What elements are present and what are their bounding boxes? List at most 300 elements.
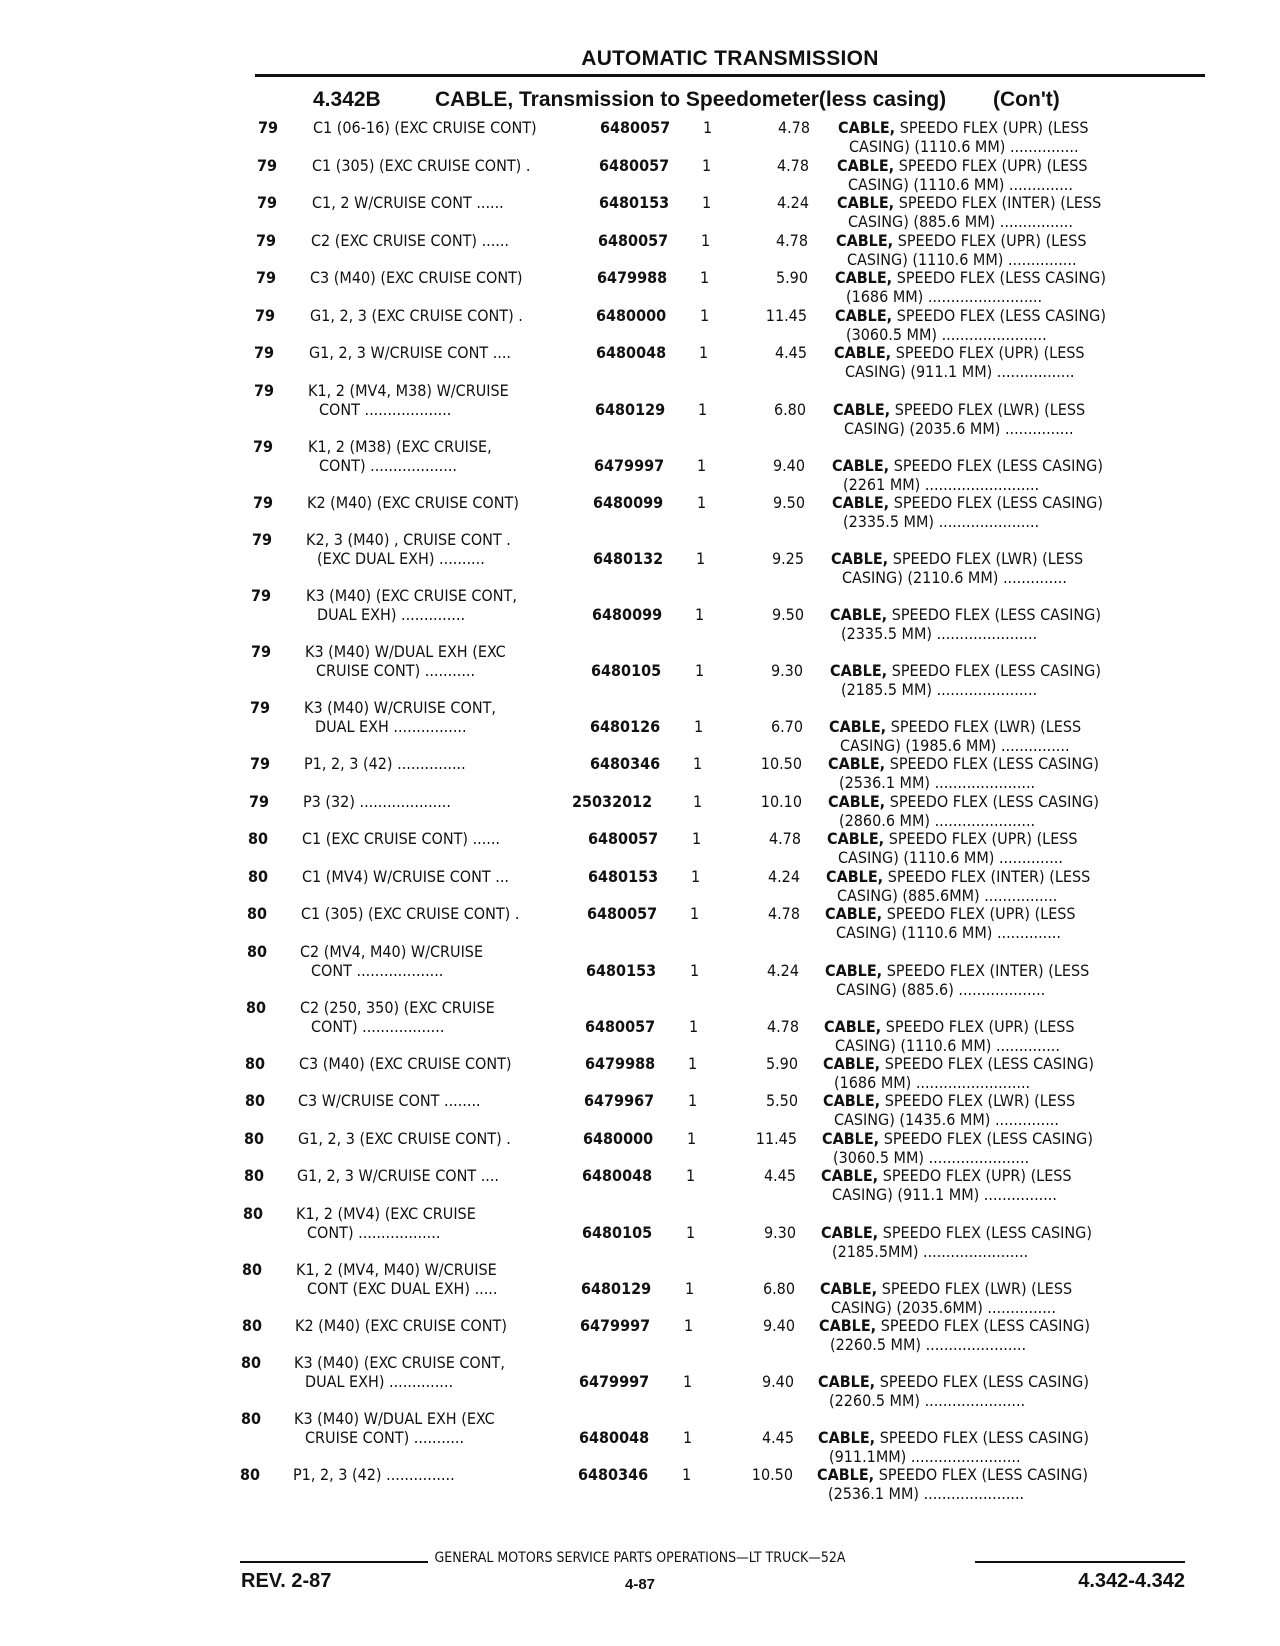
illustration-number: 80 — [242, 1315, 263, 1335]
application-line: G1, 2, 3 W/CRUISE CONT .... — [297, 1166, 499, 1185]
part-number: 6480048 — [579, 1428, 650, 1447]
description-detail: (2536.1 MM) ...................... — [839, 773, 1036, 792]
part-number: 6480057 — [588, 829, 659, 848]
description-keyword: CABLE, — [820, 1278, 878, 1298]
illustration-number: 80 — [245, 1091, 266, 1110]
quantity: 1 — [688, 1053, 698, 1073]
table-row — [0, 942, 1280, 998]
application-line: C1 (305) (EXC CRUISE CONT) . — [301, 904, 520, 923]
part-number: 6480000 — [583, 1128, 654, 1148]
application-line: DUAL EXH) .............. — [305, 1372, 454, 1391]
application-cell — [304, 754, 466, 773]
table-row — [0, 1409, 1280, 1465]
application-line: P3 (32) .................... — [303, 791, 451, 811]
quantity: 1 — [689, 1016, 699, 1036]
application-line: C1, 2 W/CRUISE CONT ...... — [312, 193, 504, 212]
description-title — [825, 961, 1089, 980]
description-cell — [837, 156, 1088, 194]
description-keyword: CABLE, — [821, 1222, 879, 1242]
description-title — [837, 193, 1101, 212]
part-number: 25032012 — [572, 791, 653, 811]
part-number: 6480048 — [582, 1166, 653, 1185]
application-line: DUAL EXH ................ — [315, 717, 467, 736]
application-cell — [307, 493, 519, 512]
description-detail: (3060.5 MM) ...................... — [833, 1147, 1030, 1167]
description-title — [824, 1017, 1075, 1036]
quantity: 1 — [698, 399, 708, 419]
application-cell — [306, 530, 511, 568]
description-rest: SPEEDO FLEX (LESS CASING) — [880, 1053, 1094, 1073]
price: 4.78 — [768, 829, 801, 848]
description-cell — [829, 717, 1081, 755]
publisher-line — [0, 1550, 1280, 1566]
description-keyword: CABLE, — [826, 866, 884, 886]
application-cell — [313, 118, 537, 137]
table-row — [0, 1353, 1280, 1409]
description-title — [835, 306, 1106, 325]
description-keyword: CABLE, — [823, 1053, 881, 1073]
description-cell — [820, 1279, 1072, 1317]
description-cell — [838, 118, 1089, 156]
description-rest: SPEEDO FLEX (LESS CASING) — [875, 1428, 1089, 1447]
publisher-text: GENERAL MOTORS SERVICE PARTS OPERATIONS—LT TRUCK—52A — [428, 1550, 851, 1566]
part-number: 6479997 — [579, 1372, 650, 1391]
description-title — [835, 268, 1106, 287]
price: 4.45 — [774, 343, 807, 362]
description-rest: SPEEDO FLEX (LESS CASING) — [885, 754, 1099, 773]
application-cell — [296, 1204, 476, 1242]
description-rest: SPEEDO FLEX (LWR) (LESS — [888, 549, 1084, 568]
description-rest: SPEEDO FLEX (LESS CASING) — [874, 1465, 1088, 1484]
table-row — [0, 1260, 1280, 1316]
quantity: 1 — [693, 791, 703, 811]
part-number: 6480153 — [599, 193, 670, 212]
description-detail: CASING) (2035.6 MM) ............... — [844, 418, 1074, 438]
application-cell — [306, 586, 517, 624]
application-line: G1, 2, 3 (EXC CRUISE CONT) . — [310, 305, 523, 325]
price: 4.78 — [776, 155, 809, 175]
description-cell — [819, 1316, 1090, 1354]
description-detail: CASING) (1110.6 MM) .............. — [848, 174, 1073, 194]
table-row — [0, 1316, 1280, 1354]
application-line: CRUISE CONT) ........... — [316, 661, 476, 680]
illustration-number: 79 — [257, 193, 278, 212]
part-number: 6480346 — [590, 754, 661, 773]
illustration-number: 80 — [248, 829, 269, 848]
application-cell — [310, 268, 523, 287]
application-line: DUAL EXH) .............. — [317, 605, 466, 624]
illustration-number: 80 — [243, 1203, 264, 1223]
description-keyword: CABLE, — [836, 230, 894, 250]
description-title — [838, 118, 1089, 137]
table-row — [0, 493, 1280, 531]
part-number: 6480057 — [587, 904, 658, 923]
description-detail: (2185.5 MM) ...................... — [841, 680, 1038, 699]
description-rest: SPEEDO FLEX (UPR) (LESS — [895, 118, 1089, 137]
description-title — [830, 661, 1101, 680]
description-detail: (2335.5 MM) ...................... — [843, 511, 1040, 531]
price: 4.24 — [766, 960, 799, 980]
description-cell — [825, 961, 1089, 999]
application-cell — [305, 642, 506, 680]
application-cell — [300, 942, 483, 980]
description-cell — [823, 1054, 1094, 1092]
description-keyword: CABLE, — [823, 1091, 881, 1110]
description-keyword: CABLE, — [825, 960, 883, 980]
price: 4.45 — [763, 1166, 796, 1185]
description-title — [837, 156, 1088, 175]
illustration-number: 79 — [249, 791, 270, 811]
application-line: C2 (MV4, M40) W/CRUISE — [300, 941, 484, 961]
price: 9.40 — [772, 455, 805, 475]
quantity: 1 — [697, 455, 707, 475]
quantity: 1 — [691, 866, 701, 886]
application-line: C3 (M40) (EXC CRUISE CONT) — [299, 1053, 512, 1073]
application-cell — [303, 792, 451, 811]
description-rest: SPEEDO FLEX (UPR) (LESS — [878, 1166, 1072, 1185]
part-number: 6480129 — [595, 399, 666, 419]
part-number: 6480132 — [593, 549, 664, 568]
application-cell — [312, 193, 504, 212]
description-detail: CASING) (885.6MM) ................ — [837, 885, 1058, 905]
description-keyword: CABLE, — [832, 492, 890, 512]
description-detail: CASING) (1110.6 MM) ............... — [847, 249, 1077, 269]
description-title — [823, 1054, 1094, 1073]
description-cell — [834, 343, 1085, 381]
illustration-number: 80 — [248, 866, 269, 886]
description-detail: CASING) (885.6) ................... — [836, 979, 1046, 999]
description-cell — [828, 754, 1099, 792]
price: 10.10 — [760, 791, 802, 811]
application-line: K3 (M40) W/DUAL EXH (EXC — [294, 1409, 495, 1428]
description-cell — [824, 1017, 1075, 1055]
part-number: 6480105 — [582, 1222, 653, 1242]
description-title — [819, 1316, 1090, 1335]
description-cell — [817, 1465, 1088, 1503]
description-keyword: CABLE, — [822, 1128, 880, 1148]
table-row — [0, 1465, 1280, 1503]
description-title — [828, 792, 1099, 811]
application-line: P1, 2, 3 (42) ............... — [293, 1465, 455, 1484]
application-cell — [295, 1316, 507, 1335]
illustration-number: 80 — [244, 1128, 265, 1148]
description-keyword: CABLE, — [821, 1166, 879, 1185]
description-rest: SPEEDO FLEX (INTER) (LESS — [882, 960, 1090, 980]
table-row — [0, 1054, 1280, 1092]
description-rest: SPEEDO FLEX (LESS CASING) — [875, 1372, 1089, 1391]
header-rule — [255, 74, 1205, 77]
application-cell — [298, 1129, 511, 1148]
quantity: 1 — [694, 717, 704, 736]
illustration-number: 80 — [247, 941, 268, 961]
illustration-number: 80 — [247, 904, 268, 923]
quantity: 1 — [700, 305, 710, 325]
application-cell — [311, 231, 509, 250]
description-detail: CASING) (1110.6 MM) ............... — [849, 137, 1079, 156]
illustration-number: 79 — [254, 380, 275, 400]
application-cell — [302, 829, 500, 848]
application-line: K3 (M40) W/CRUISE CONT, — [304, 698, 496, 717]
application-line: C3 W/CRUISE CONT ........ — [298, 1091, 481, 1110]
price: 4.24 — [767, 866, 800, 886]
part-number: 6480099 — [593, 492, 664, 512]
description-detail: (2260.5 MM) ...................... — [829, 1391, 1026, 1410]
application-line: C3 (M40) (EXC CRUISE CONT) — [310, 268, 523, 287]
description-rest: SPEEDO FLEX (UPR) (LESS — [893, 230, 1087, 250]
description-rest: SPEEDO FLEX (UPR) (LESS — [884, 829, 1078, 848]
quantity: 1 — [684, 1315, 694, 1335]
price: 6.80 — [773, 399, 806, 419]
table-row — [0, 118, 1280, 156]
table-row — [0, 156, 1280, 194]
illustration-number: 80 — [244, 1166, 265, 1185]
price: 10.50 — [760, 754, 802, 773]
quantity: 1 — [682, 1465, 692, 1484]
illustration-number: 79 — [252, 530, 273, 549]
quantity: 1 — [702, 155, 712, 175]
description-cell — [832, 456, 1103, 494]
application-line: C2 (250, 350) (EXC CRUISE — [300, 997, 495, 1017]
illustration-number: 79 — [257, 155, 278, 175]
application-cell — [310, 306, 523, 325]
description-rest: SPEEDO FLEX (LESS CASING) — [892, 305, 1106, 325]
application-cell — [300, 998, 495, 1036]
part-number: 6479997 — [580, 1315, 651, 1335]
description-cell — [821, 1166, 1072, 1204]
part-number: 6480057 — [600, 118, 671, 137]
price: 6.70 — [770, 717, 803, 736]
description-detail: CASING) (911.1 MM) ................ — [832, 1185, 1057, 1204]
description-title — [828, 754, 1099, 773]
price: 9.30 — [763, 1222, 796, 1242]
revision-label: REV. 2-87 — [241, 1570, 332, 1592]
description-detail: CASING) (2110.6 MM) .............. — [842, 568, 1067, 587]
illustration-number: 80 — [241, 1353, 262, 1372]
description-detail: CASING) (1985.6 MM) ............... — [840, 736, 1070, 755]
table-row — [0, 381, 1280, 437]
application-cell — [293, 1465, 455, 1484]
description-detail: CASING) (1110.6 MM) .............. — [838, 848, 1063, 867]
application-line: K1, 2 (M38) (EXC CRUISE, — [308, 436, 492, 456]
quantity: 1 — [687, 1128, 697, 1148]
description-rest: SPEEDO FLEX (LESS CASING) — [878, 1222, 1092, 1242]
application-line: C1 (305) (EXC CRUISE CONT) . — [312, 155, 531, 175]
description-rest: SPEEDO FLEX (LESS CASING) — [879, 1128, 1093, 1148]
description-keyword: CABLE, — [819, 1315, 877, 1335]
application-cell — [298, 1091, 481, 1110]
description-detail: CASING) (1435.6 MM) .............. — [834, 1110, 1059, 1129]
description-detail: (911.1MM) ........................ — [829, 1447, 1021, 1466]
description-rest: SPEEDO FLEX (LWR) (LESS — [877, 1278, 1073, 1298]
description-title — [823, 1091, 1075, 1110]
quantity: 1 — [683, 1372, 693, 1391]
application-line: K2, 3 (M40) , CRUISE CONT . — [306, 530, 511, 549]
part-number: 6480057 — [598, 230, 669, 250]
quantity: 1 — [688, 1091, 698, 1110]
description-detail: (2260.5 MM) ...................... — [830, 1334, 1027, 1354]
description-cell — [818, 1428, 1089, 1466]
part-number: 6480129 — [581, 1278, 652, 1298]
description-cell — [821, 1223, 1092, 1261]
table-row — [0, 1129, 1280, 1167]
application-line: P1, 2, 3 (42) ............... — [304, 754, 466, 773]
illustration-number: 79 — [251, 642, 272, 661]
description-detail: (2860.6 MM) ...................... — [839, 810, 1036, 830]
description-cell — [827, 829, 1078, 867]
illustration-number: 79 — [250, 754, 271, 773]
table-row — [0, 268, 1280, 306]
illustration-number: 80 — [240, 1465, 261, 1484]
table-row — [0, 642, 1280, 698]
part-number: 6479967 — [584, 1091, 655, 1110]
description-detail: (1686 MM) ......................... — [834, 1072, 1031, 1092]
application-line: CONT ................... — [319, 399, 452, 419]
description-cell — [836, 231, 1087, 269]
illustration-number: 80 — [246, 997, 267, 1017]
application-line: K1, 2 (MV4) (EXC CRUISE — [296, 1203, 476, 1223]
description-title — [817, 1465, 1088, 1484]
description-keyword: CABLE, — [825, 904, 883, 923]
application-line: (EXC DUAL EXH) .......... — [317, 549, 485, 568]
description-cell — [835, 268, 1106, 306]
quantity: 1 — [695, 605, 705, 624]
table-row — [0, 437, 1280, 493]
quantity: 1 — [696, 549, 706, 568]
page-number: 4-87 — [624, 1576, 656, 1593]
quantity: 1 — [697, 492, 707, 512]
price: 4.45 — [761, 1428, 794, 1447]
illustration-number: 79 — [255, 305, 276, 325]
price: 4.78 — [777, 118, 810, 137]
application-line: CONT) .................. — [307, 1222, 441, 1242]
part-number: 6480057 — [585, 1016, 656, 1036]
description-rest: SPEEDO FLEX (LESS CASING) — [887, 605, 1101, 624]
description-detail: CASING) (2035.6MM) ............... — [831, 1297, 1056, 1317]
quantity: 1 — [701, 230, 711, 250]
price: 4.78 — [767, 904, 800, 923]
quantity: 1 — [683, 1428, 693, 1447]
description-cell — [823, 1091, 1075, 1129]
section-title: CABLE, Transmission to Speedometer(less casing) — [435, 88, 947, 111]
application-line: CONT ................... — [311, 960, 444, 980]
table-row — [0, 343, 1280, 381]
illustration-number: 79 — [256, 268, 277, 287]
description-rest: SPEEDO FLEX (LWR) (LESS — [890, 399, 1086, 419]
application-line: K3 (M40) (EXC CRUISE CONT, — [294, 1353, 505, 1372]
description-title — [829, 717, 1081, 736]
application-cell — [296, 1260, 497, 1298]
application-line: K2 (M40) (EXC CRUISE CONT) — [307, 492, 519, 512]
description-rest: SPEEDO FLEX (LESS CASING) — [887, 661, 1101, 680]
application-line: K1, 2 (MV4, M38) W/CRUISE — [308, 380, 509, 400]
quantity: 1 — [690, 904, 700, 923]
part-number: 6480346 — [578, 1465, 649, 1484]
description-title — [820, 1279, 1072, 1298]
description-rest: SPEEDO FLEX (UPR) (LESS — [881, 1016, 1075, 1036]
quantity: 1 — [690, 960, 700, 980]
part-number: 6479997 — [594, 455, 665, 475]
description-title — [830, 605, 1101, 624]
section-number: 4.342B — [313, 88, 381, 111]
application-line: C1 (EXC CRUISE CONT) ...... — [302, 829, 500, 848]
description-title — [822, 1129, 1093, 1148]
description-cell — [837, 193, 1101, 231]
price: 9.40 — [761, 1372, 794, 1391]
description-cell — [826, 867, 1090, 905]
illustration-number: 79 — [250, 698, 271, 717]
application-line: CONT) ................... — [319, 455, 457, 475]
application-line: K1, 2 (MV4, M40) W/CRUISE — [296, 1259, 497, 1279]
description-keyword: CABLE, — [837, 155, 895, 175]
table-row — [0, 998, 1280, 1054]
application-cell — [294, 1409, 495, 1447]
description-keyword: CABLE, — [835, 268, 893, 287]
description-keyword: CABLE, — [828, 791, 886, 811]
price: 5.90 — [775, 268, 808, 287]
application-cell — [304, 698, 496, 736]
part-number: 6479988 — [597, 268, 668, 287]
description-title — [825, 904, 1076, 923]
application-line: C1 (06-16) (EXC CRUISE CONT) — [313, 118, 537, 137]
table-row — [0, 306, 1280, 344]
description-keyword: CABLE, — [831, 549, 889, 568]
application-cell — [308, 381, 509, 419]
application-cell — [301, 904, 519, 923]
description-detail: (1686 MM) ......................... — [846, 287, 1043, 306]
description-title — [821, 1166, 1072, 1185]
price: 6.80 — [762, 1278, 795, 1298]
application-cell — [309, 343, 511, 362]
description-keyword: CABLE, — [827, 829, 885, 848]
description-keyword: CABLE, — [818, 1372, 876, 1391]
price: 9.50 — [771, 605, 804, 624]
illustration-number: 79 — [258, 118, 279, 137]
description-title — [827, 829, 1078, 848]
part-number: 6480000 — [596, 305, 667, 325]
price: 4.78 — [775, 230, 808, 250]
description-detail: (2261 MM) ......................... — [843, 474, 1040, 494]
quantity: 1 — [686, 1166, 696, 1185]
quantity: 1 — [702, 193, 712, 212]
description-title — [818, 1372, 1089, 1391]
application-line: G1, 2, 3 W/CRUISE CONT .... — [309, 343, 511, 362]
price: 9.40 — [762, 1315, 795, 1335]
price: 4.24 — [776, 193, 809, 212]
price: 5.50 — [765, 1091, 798, 1110]
description-keyword: CABLE, — [837, 193, 895, 212]
application-line: C2 (EXC CRUISE CONT) ...... — [311, 230, 509, 250]
part-number: 6480153 — [586, 960, 657, 980]
description-title — [821, 1223, 1092, 1242]
description-keyword: CABLE, — [838, 118, 896, 137]
quantity: 1 — [685, 1278, 695, 1298]
illustration-number: 80 — [241, 1409, 262, 1428]
description-rest: SPEEDO FLEX (LESS CASING) — [876, 1315, 1090, 1335]
quantity: 1 — [703, 118, 713, 137]
page-title: AUTOMATIC TRANSMISSION — [581, 47, 879, 70]
description-title — [826, 867, 1090, 886]
illustration-number: 80 — [242, 1259, 263, 1279]
quantity: 1 — [692, 829, 702, 848]
description-rest: SPEEDO FLEX (UPR) (LESS — [894, 155, 1088, 175]
description-detail: CASING) (911.1 MM) ................. — [845, 362, 1075, 381]
table-row — [0, 193, 1280, 231]
illustration-number: 79 — [253, 492, 274, 512]
quantity: 1 — [700, 268, 710, 287]
table-row — [0, 586, 1280, 642]
description-cell — [831, 549, 1083, 587]
description-rest: SPEEDO FLEX (LESS CASING) — [889, 455, 1103, 475]
